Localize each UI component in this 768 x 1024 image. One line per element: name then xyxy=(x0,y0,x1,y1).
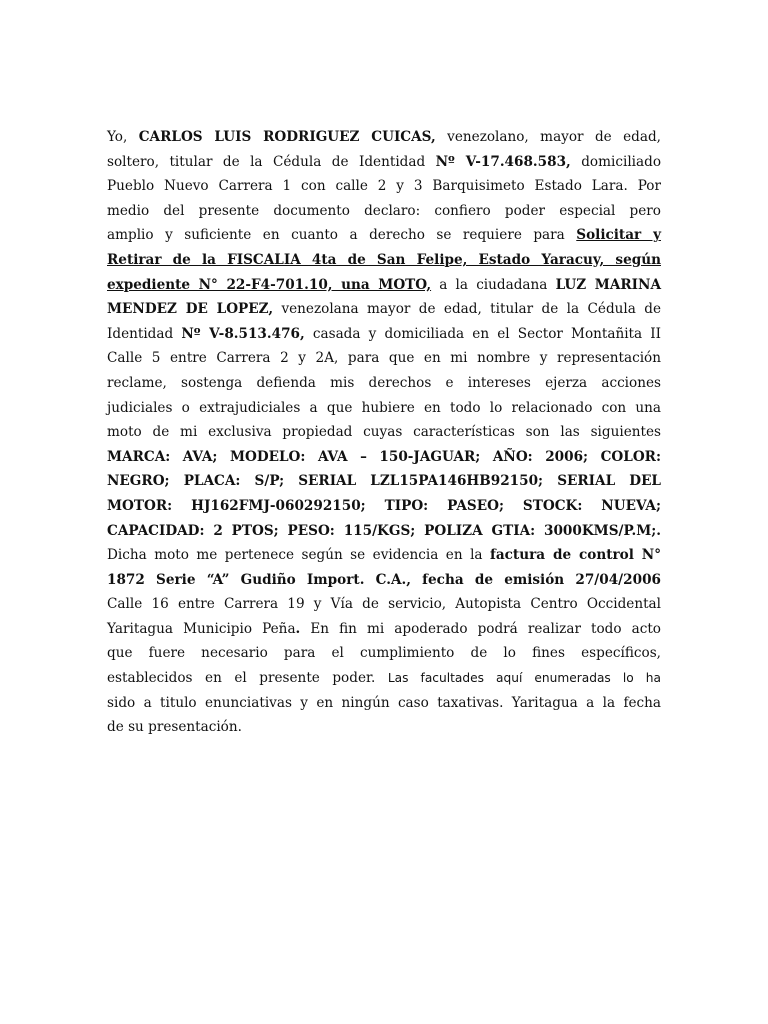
text-line xyxy=(107,445,661,470)
text-segment: Calle 16 entre Carrera 19 y Vía de servicio, Autopista Centro Occidental xyxy=(107,596,661,613)
text-segment: Solicitar y xyxy=(576,227,661,244)
text-segment: de su presentación. xyxy=(107,719,242,736)
text-line xyxy=(107,666,661,691)
text-segment: . xyxy=(295,620,301,637)
text-line xyxy=(107,617,661,642)
text-line xyxy=(107,494,661,519)
text-line xyxy=(107,396,661,421)
text-line xyxy=(107,150,661,175)
text-line xyxy=(107,125,661,150)
text-segment: MENDEZ DE LOPEZ, xyxy=(107,301,274,318)
text-segment: CAPACIDAD: 2 PTOS; PESO: 115/KGS; POLIZA GTIA: 3000KMS/P.M;. xyxy=(107,522,661,539)
text-line xyxy=(107,469,661,494)
text-segment: casada y domiciliada en el Sector Montañita II xyxy=(304,325,662,342)
text-segment: sido a titulo enunciativas y en ningún caso taxativas. Yaritagua a la fecha xyxy=(107,694,661,711)
text-segment: factura de control N° xyxy=(490,547,661,564)
text-segment: medio del presente documento declaro: confiero poder especial pero xyxy=(107,202,661,219)
text-segment: a la ciudadana xyxy=(431,276,556,293)
text-segment: NEGRO; PLACA: S/P; SERIAL LZL15PA146HB92150; SERIAL DEL xyxy=(107,473,661,490)
text-segment: reclame, sostenga defienda mis derechos e intereses ejerza acciones xyxy=(107,374,661,391)
text-line xyxy=(107,223,661,248)
text-line xyxy=(107,346,661,371)
text-segment: que fuere necesario para el cumplimiento de lo fines específicos, xyxy=(107,645,661,662)
text-segment: moto de mi exclusiva propiedad cuyas características son las siguientes xyxy=(107,424,661,441)
text-segment: Nº V-8.513.476, xyxy=(181,325,305,342)
text-segment: Yaritagua Municipio Peña xyxy=(107,620,296,637)
text-segment: MARCA: AVA; MODELO: AVA – 150-JAGUAR; AÑO: 2006; COLOR: xyxy=(107,448,661,465)
text-line xyxy=(107,691,661,716)
text-line xyxy=(107,199,661,224)
text-line xyxy=(107,568,661,593)
text-segment: Pueblo Nuevo Carrera 1 con calle 2 y 3 Barquisimeto Estado Lara. Por xyxy=(107,178,661,195)
text-line xyxy=(107,297,661,322)
text-line xyxy=(107,248,661,273)
text-line xyxy=(107,322,661,347)
text-line xyxy=(107,519,661,544)
text-segment: Las facultades aquí enumeradas lo ha xyxy=(387,671,661,686)
text-line xyxy=(107,420,661,445)
text-segment: Dicha moto me pertenece según se evidencia en la xyxy=(107,547,490,564)
text-line xyxy=(107,715,661,740)
text-line xyxy=(107,371,661,396)
text-segment: Retirar de la FISCALIA 4ta de San Felipe, Estado Yaracuy, según xyxy=(107,251,661,268)
text-segment: LUZ MARINA xyxy=(555,276,661,293)
text-segment: MOTOR: HJ162FMJ-060292150; TIPO: PASEO; STOCK: NUEVA; xyxy=(107,497,661,514)
text-segment: venezolano, mayor de edad, xyxy=(435,129,661,145)
text-line xyxy=(107,273,661,298)
text-segment: establecidos en el presente poder. xyxy=(107,670,388,687)
text-segment: expediente N° 22-F4-701.10, una MOTO, xyxy=(107,276,432,293)
text-segment: CARLOS LUIS RODRIGUEZ CUICAS, xyxy=(138,129,436,145)
text-segment: amplio y suficiente en cuanto a derecho se requiere para xyxy=(107,227,577,244)
text-segment: Calle 5 entre Carrera 2 y 2A, para que en mi nombre y representación xyxy=(107,350,661,367)
text-segment: judiciales o extrajudiciales a que hubiere en todo lo relacionado con una xyxy=(107,399,661,416)
text-segment: En fin mi apoderado podrá realizar todo acto xyxy=(300,620,661,637)
text-segment: Identidad xyxy=(107,325,182,342)
text-segment: 1872 Serie “A” Gudiño Import. C.A., fecha de emisión 27/04/2006 xyxy=(107,571,661,588)
document-body xyxy=(107,125,661,740)
text-line xyxy=(107,641,661,666)
text-line xyxy=(107,543,661,568)
text-segment: domiciliado xyxy=(570,153,661,170)
text-segment: soltero, titular de la Cédula de Identidad xyxy=(107,153,436,170)
text-segment: Nº V-17.468.583, xyxy=(435,153,571,170)
text-segment: Yo, xyxy=(107,129,139,145)
text-segment: venezolana mayor de edad, titular de la Cédula de xyxy=(273,301,662,318)
text-line xyxy=(107,174,661,199)
text-line xyxy=(107,592,661,617)
